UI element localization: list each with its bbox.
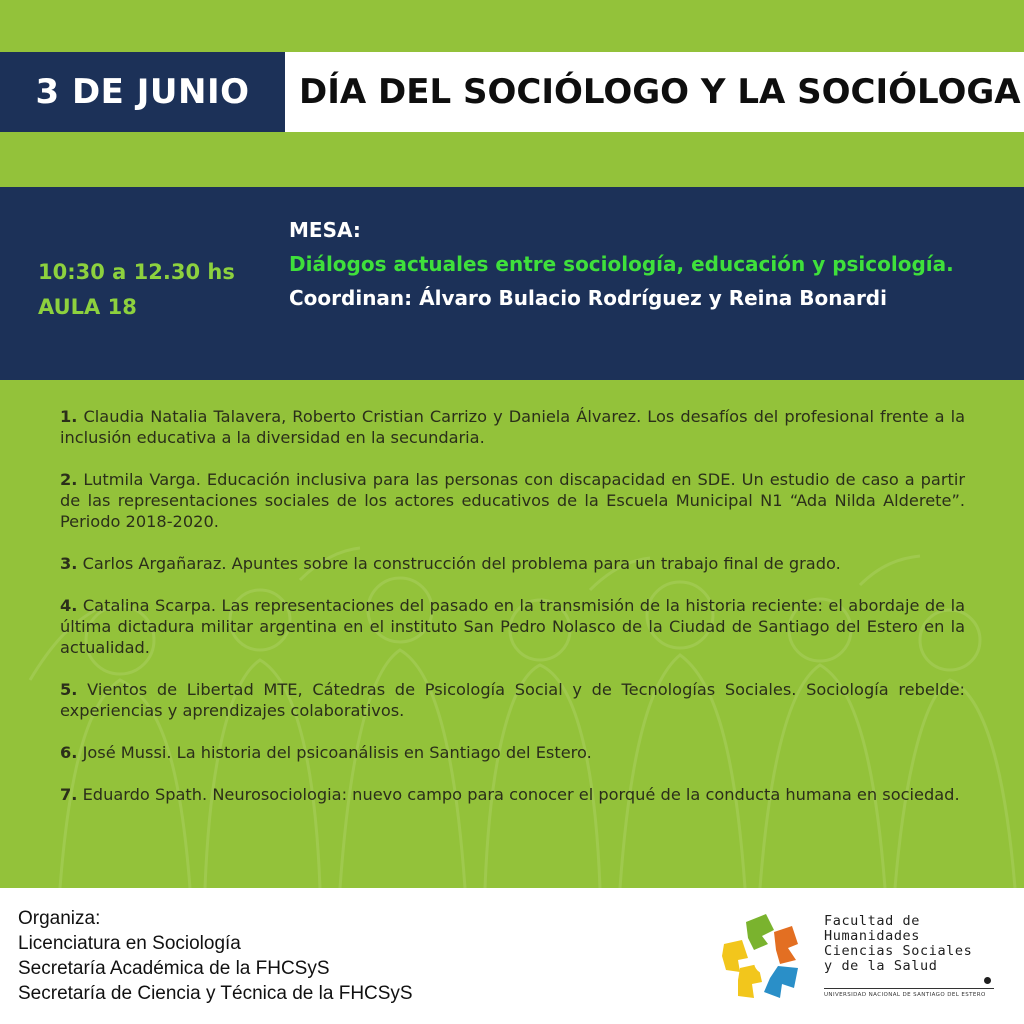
session-schedule — [38, 255, 235, 325]
item-text: Catalina Scarpa. Las representaciones del pasado en la transmisión de la historia reciente: el abordaje de la última dictadura militar argentina en el instituto San Pedro Nolasco de la Ciudad de Santiago del Estero en la actualidad. — [60, 596, 965, 657]
session-time: 10:30 a 12.30 hs — [38, 260, 235, 284]
item-text: Lutmila Varga. Educación inclusiva para las personas con discapacidad en SDE. Un estudio de caso a partir de las representaciones sociales de los actores educativos de la Escuela Municipal N1 “Ada Nilda Alderete”. Periodo 2018-2020. — [60, 470, 965, 531]
item-text: José Mussi. La historia del psicoanálisis en Santiago del Estero. — [82, 743, 592, 762]
mesa-details — [289, 213, 954, 315]
presentations-area — [0, 380, 1024, 888]
faculty-name-line: Facultad de — [824, 913, 921, 929]
logo-dot — [984, 977, 991, 984]
organizer-item: Licenciatura en Sociología — [18, 933, 241, 954]
faculty-name-line: Ciencias Sociales — [824, 943, 973, 959]
list-item — [60, 742, 965, 763]
faculty-name-line: y de la Salud — [824, 958, 938, 974]
organizers-block — [18, 906, 413, 1006]
list-item — [60, 469, 965, 532]
item-number: 4. — [60, 596, 78, 615]
item-number: 7. — [60, 785, 78, 804]
top-green-strip — [0, 0, 1024, 52]
item-number: 5. — [60, 680, 78, 699]
item-text: Eduardo Spath. Neurosociologia: nuevo campo para conocer el porqué de la conducta humana en sociedad. — [82, 785, 960, 804]
list-item — [60, 784, 965, 805]
mesa-title: Diálogos actuales entre sociología, educación y psicología. — [289, 252, 954, 276]
logo-divider — [824, 988, 994, 989]
university-name: UNIVERSIDAD NACIONAL DE SANTIAGO DEL ESTERO — [824, 992, 986, 998]
faculty-name — [824, 914, 972, 974]
item-text: Carlos Argañaraz. Apuntes sobre la construcción del problema para un trabajo final de grado. — [82, 554, 841, 573]
middle-green-strip — [0, 132, 1024, 187]
item-number: 1. — [60, 407, 78, 426]
organizer-item: Secretaría Académica de la FHCSyS — [18, 958, 330, 979]
session-info-band — [0, 187, 1024, 380]
organiza-label: Organiza: — [18, 908, 101, 929]
faculty-logo-mark-icon — [718, 910, 818, 1010]
list-item — [60, 679, 965, 721]
list-item — [60, 406, 965, 448]
footer — [0, 888, 1024, 1024]
item-text: Vientos de Libertad MTE, Cátedras de Psicología Social y de Tecnologías Sociales. Sociología rebelde: experiencias y aprendizajes colaborativos. — [60, 680, 966, 720]
item-number: 6. — [60, 743, 78, 762]
item-number: 3. — [60, 554, 78, 573]
event-date: 3 DE JUNIO — [0, 52, 285, 132]
item-number: 2. — [60, 470, 78, 489]
list-item — [60, 553, 965, 574]
header-band — [0, 52, 1024, 132]
organizer-item: Secretaría de Ciencia y Técnica de la FHCSyS — [18, 983, 413, 1004]
list-item — [60, 595, 965, 658]
session-room: AULA 18 — [38, 295, 137, 319]
mesa-label: MESA: — [289, 218, 361, 242]
event-title: DÍA DEL SOCIÓLOGO Y LA SOCIÓLOGA — [285, 52, 1024, 132]
faculty-logo — [718, 910, 1018, 1010]
mesa-coordinators: Coordinan: Álvaro Bulacio Rodríguez y Reina Bonardi — [289, 286, 887, 310]
faculty-name-line: Humanidades — [824, 928, 921, 944]
presentations-list — [60, 406, 965, 826]
item-text: Claudia Natalia Talavera, Roberto Cristian Carrizo y Daniela Álvarez. Los desafíos del profesional frente a la inclusión educativa a la diversidad en la secundaria. — [60, 407, 965, 447]
